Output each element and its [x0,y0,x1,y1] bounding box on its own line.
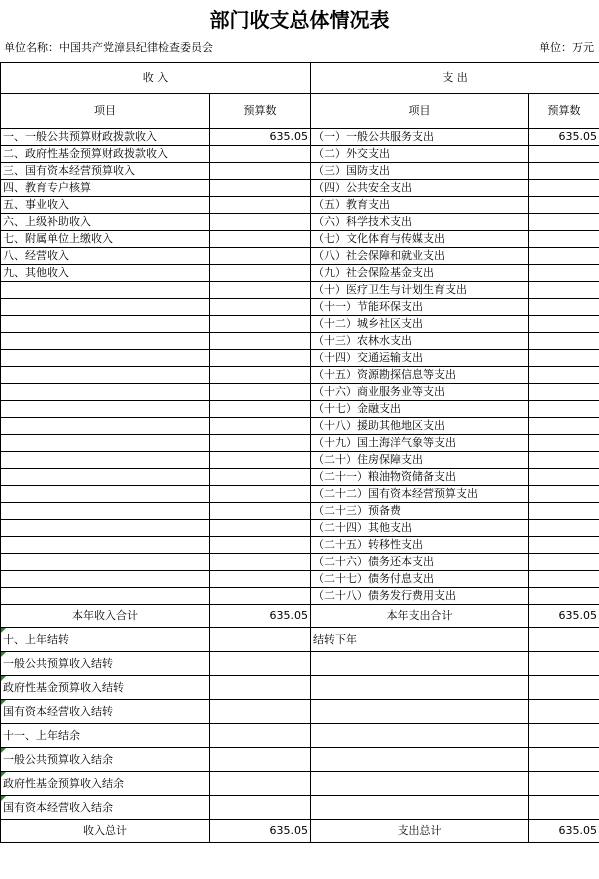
expense-item: （十七）金融支出 [311,401,529,418]
table-row [1,435,599,452]
income-value [210,486,311,503]
table-row [1,163,599,180]
expense-item: （二十五）转移性支出 [311,537,529,554]
income-subtotal-label: 本年收入合计 [1,605,210,628]
income-item [1,435,210,452]
carry-income-value [210,772,311,796]
income-value [210,163,311,180]
income-item [1,418,210,435]
expense-item: （六）科学技术支出 [311,214,529,231]
carry-income-item: 十一、上年结余 [1,724,210,748]
expense-budget-header: 预算数 [529,94,599,129]
table-row [1,282,599,299]
expense-item: （二十七）债务付息支出 [311,571,529,588]
income-value [210,316,311,333]
carry-income-value [210,796,311,820]
table-row [1,231,599,248]
unit-currency: 单位：万元 [539,41,594,54]
income-value [210,197,311,214]
income-value [210,452,311,469]
carry-income-value [210,676,311,700]
expense-section-header: 支 出 [311,63,599,94]
income-value [210,180,311,197]
carry-income-item: 国有资本经营收入结转 [1,700,210,724]
expense-item: （二十四）其他支出 [311,520,529,537]
carry-income-value [210,724,311,748]
carry-income-item: 十、上年结转 [1,628,210,652]
expense-item: （十一）节能环保支出 [311,299,529,316]
income-value [210,469,311,486]
table-row [1,503,599,520]
expense-item: （九）社会保险基金支出 [311,265,529,282]
income-item: 三、国有资本经营预算收入 [1,163,210,180]
expense-value [529,265,599,282]
carry-row [1,796,599,820]
expense-value [529,367,599,384]
table-row [1,520,599,537]
income-item: 二、政府性基金预算财政拨款收入 [1,146,210,163]
expense-value [529,163,599,180]
expense-item-header: 项目 [311,94,529,129]
expense-item: （二十一）粮油物资储备支出 [311,469,529,486]
income-item: 八、经营收入 [1,248,210,265]
income-value: 635.05 [210,129,311,146]
carry-expense-item [311,772,529,796]
income-value [210,554,311,571]
expense-item: （十六）商业服务业等支出 [311,384,529,401]
income-total-label: 收入总计 [1,820,210,843]
expense-value [529,452,599,469]
expense-value [529,350,599,367]
carry-expense-item: 结转下年 [311,628,529,652]
expense-total-label: 支出总计 [311,820,529,843]
carry-expense-item [311,724,529,748]
carry-expense-item [311,796,529,820]
income-value [210,265,311,282]
table-row [1,418,599,435]
table-row [1,214,599,231]
expense-subtotal-value: 635.05 [529,605,599,628]
expense-value [529,503,599,520]
expense-item: （二）外交支出 [311,146,529,163]
expense-item: （十五）资源勘探信息等支出 [311,367,529,384]
income-budget-header: 预算数 [210,94,311,129]
table-row [1,469,599,486]
income-item [1,350,210,367]
table-row [1,384,599,401]
table-row [1,129,599,146]
income-value [210,401,311,418]
budget-table [0,62,599,843]
column-header-row [1,94,599,129]
carry-expense-value [529,724,599,748]
carry-expense-item [311,700,529,724]
carry-income-value [210,748,311,772]
income-item [1,282,210,299]
table-row [1,571,599,588]
income-item: 七、附属单位上缴收入 [1,231,210,248]
income-value [210,588,311,605]
expense-value [529,537,599,554]
income-item [1,554,210,571]
expense-value [529,486,599,503]
carry-expense-value [529,772,599,796]
expense-item: （十九）国土海洋气象等支出 [311,435,529,452]
carry-row [1,724,599,748]
table-row [1,401,599,418]
expense-value [529,469,599,486]
expense-item: （十四）交通运输支出 [311,350,529,367]
income-value [210,299,311,316]
carry-income-value [210,700,311,724]
expense-item: （十）医疗卫生与计划生育支出 [311,282,529,299]
expense-item: （二十六）债务还本支出 [311,554,529,571]
expense-item: （二十二）国有资本经营预算支出 [311,486,529,503]
expense-item: （七）文化体育与传媒支出 [311,231,529,248]
carry-expense-value [529,748,599,772]
income-value [210,248,311,265]
carry-income-item: 政府性基金预算收入结转 [1,676,210,700]
expense-item: （二十三）预备费 [311,503,529,520]
income-value [210,571,311,588]
table-row [1,299,599,316]
income-item [1,384,210,401]
expense-value [529,180,599,197]
page-title: 部门收支总体情况表 [209,8,390,32]
expense-value [529,520,599,537]
income-item [1,452,210,469]
carry-expense-value [529,628,599,652]
expense-value [529,299,599,316]
expense-item: （三）国防支出 [311,163,529,180]
carry-expense-value [529,676,599,700]
income-section-header: 收 入 [1,63,311,94]
income-value [210,146,311,163]
expense-value [529,316,599,333]
expense-item: （八）社会保障和就业支出 [311,248,529,265]
income-value [210,503,311,520]
table-row [1,486,599,503]
income-item: 四、教育专户核算 [1,180,210,197]
expense-item: （二十）住房保障支出 [311,452,529,469]
expense-value [529,146,599,163]
income-value [210,282,311,299]
income-value [210,537,311,554]
table-row [1,180,599,197]
income-value [210,418,311,435]
expense-value [529,248,599,265]
income-item [1,299,210,316]
expense-value [529,435,599,452]
carry-row [1,676,599,700]
carry-expense-item [311,676,529,700]
income-item [1,503,210,520]
income-value [210,367,311,384]
income-item [1,367,210,384]
expense-value [529,554,599,571]
income-value [210,350,311,367]
income-item [1,316,210,333]
income-value [210,520,311,537]
carry-income-item: 国有资本经营收入结余 [1,796,210,820]
expense-value [529,384,599,401]
carry-row [1,772,599,796]
income-item: 五、事业收入 [1,197,210,214]
carry-income-item: 一般公共预算收入结余 [1,748,210,772]
income-item: 六、上级补助收入 [1,214,210,231]
income-item: 一、一般公共预算财政拨款收入 [1,129,210,146]
carry-income-item: 政府性基金预算收入结余 [1,772,210,796]
income-value [210,435,311,452]
table-row [1,146,599,163]
carry-income-value [210,628,311,652]
carry-expense-item [311,748,529,772]
expense-value [529,571,599,588]
subtotal-row [1,605,599,628]
table-row [1,452,599,469]
carry-expense-value [529,652,599,676]
expense-value [529,588,599,605]
income-item: 九、其他收入 [1,265,210,282]
expense-item: （四）公共安全支出 [311,180,529,197]
expense-item: （十二）城乡社区支出 [311,316,529,333]
expense-item: （五）教育支出 [311,197,529,214]
expense-value [529,282,599,299]
income-item [1,588,210,605]
carry-income-item: 一般公共预算收入结转 [1,652,210,676]
table-row [1,588,599,605]
table-row [1,350,599,367]
income-value [210,333,311,350]
table-row [1,197,599,214]
expense-total-value: 635.05 [529,820,599,843]
expense-value: 635.05 [529,129,599,146]
expense-item: （十三）农林水支出 [311,333,529,350]
section-header-row [1,63,599,94]
expense-value [529,333,599,350]
carry-expense-item [311,652,529,676]
carry-row [1,628,599,652]
carry-row [1,748,599,772]
income-total-value: 635.05 [210,820,311,843]
expense-value [529,214,599,231]
table-row [1,248,599,265]
income-value [210,384,311,401]
expense-value [529,197,599,214]
income-item [1,537,210,554]
carry-expense-value [529,700,599,724]
table-row [1,537,599,554]
total-row [1,820,599,843]
table-row [1,554,599,571]
table-row [1,367,599,384]
expense-value [529,231,599,248]
carry-income-value [210,652,311,676]
carry-row [1,652,599,676]
income-item [1,401,210,418]
income-item [1,520,210,537]
income-item-header: 项目 [1,94,210,129]
expense-item: （十八）援助其他地区支出 [311,418,529,435]
carry-row [1,700,599,724]
income-subtotal-value: 635.05 [210,605,311,628]
income-item [1,571,210,588]
expense-subtotal-label: 本年支出合计 [311,605,529,628]
table-row [1,333,599,350]
expense-value [529,401,599,418]
carry-expense-value [529,796,599,820]
unit-name: 单位名称：中国共产党漳县纪律检查委员会 [4,41,213,54]
expense-item: （一）一般公共服务支出 [311,129,529,146]
income-item [1,333,210,350]
income-item [1,469,210,486]
expense-value [529,418,599,435]
expense-item: （二十八）债务发行费用支出 [311,588,529,605]
income-value [210,214,311,231]
income-item [1,486,210,503]
table-row [1,265,599,282]
income-value [210,231,311,248]
table-row [1,316,599,333]
